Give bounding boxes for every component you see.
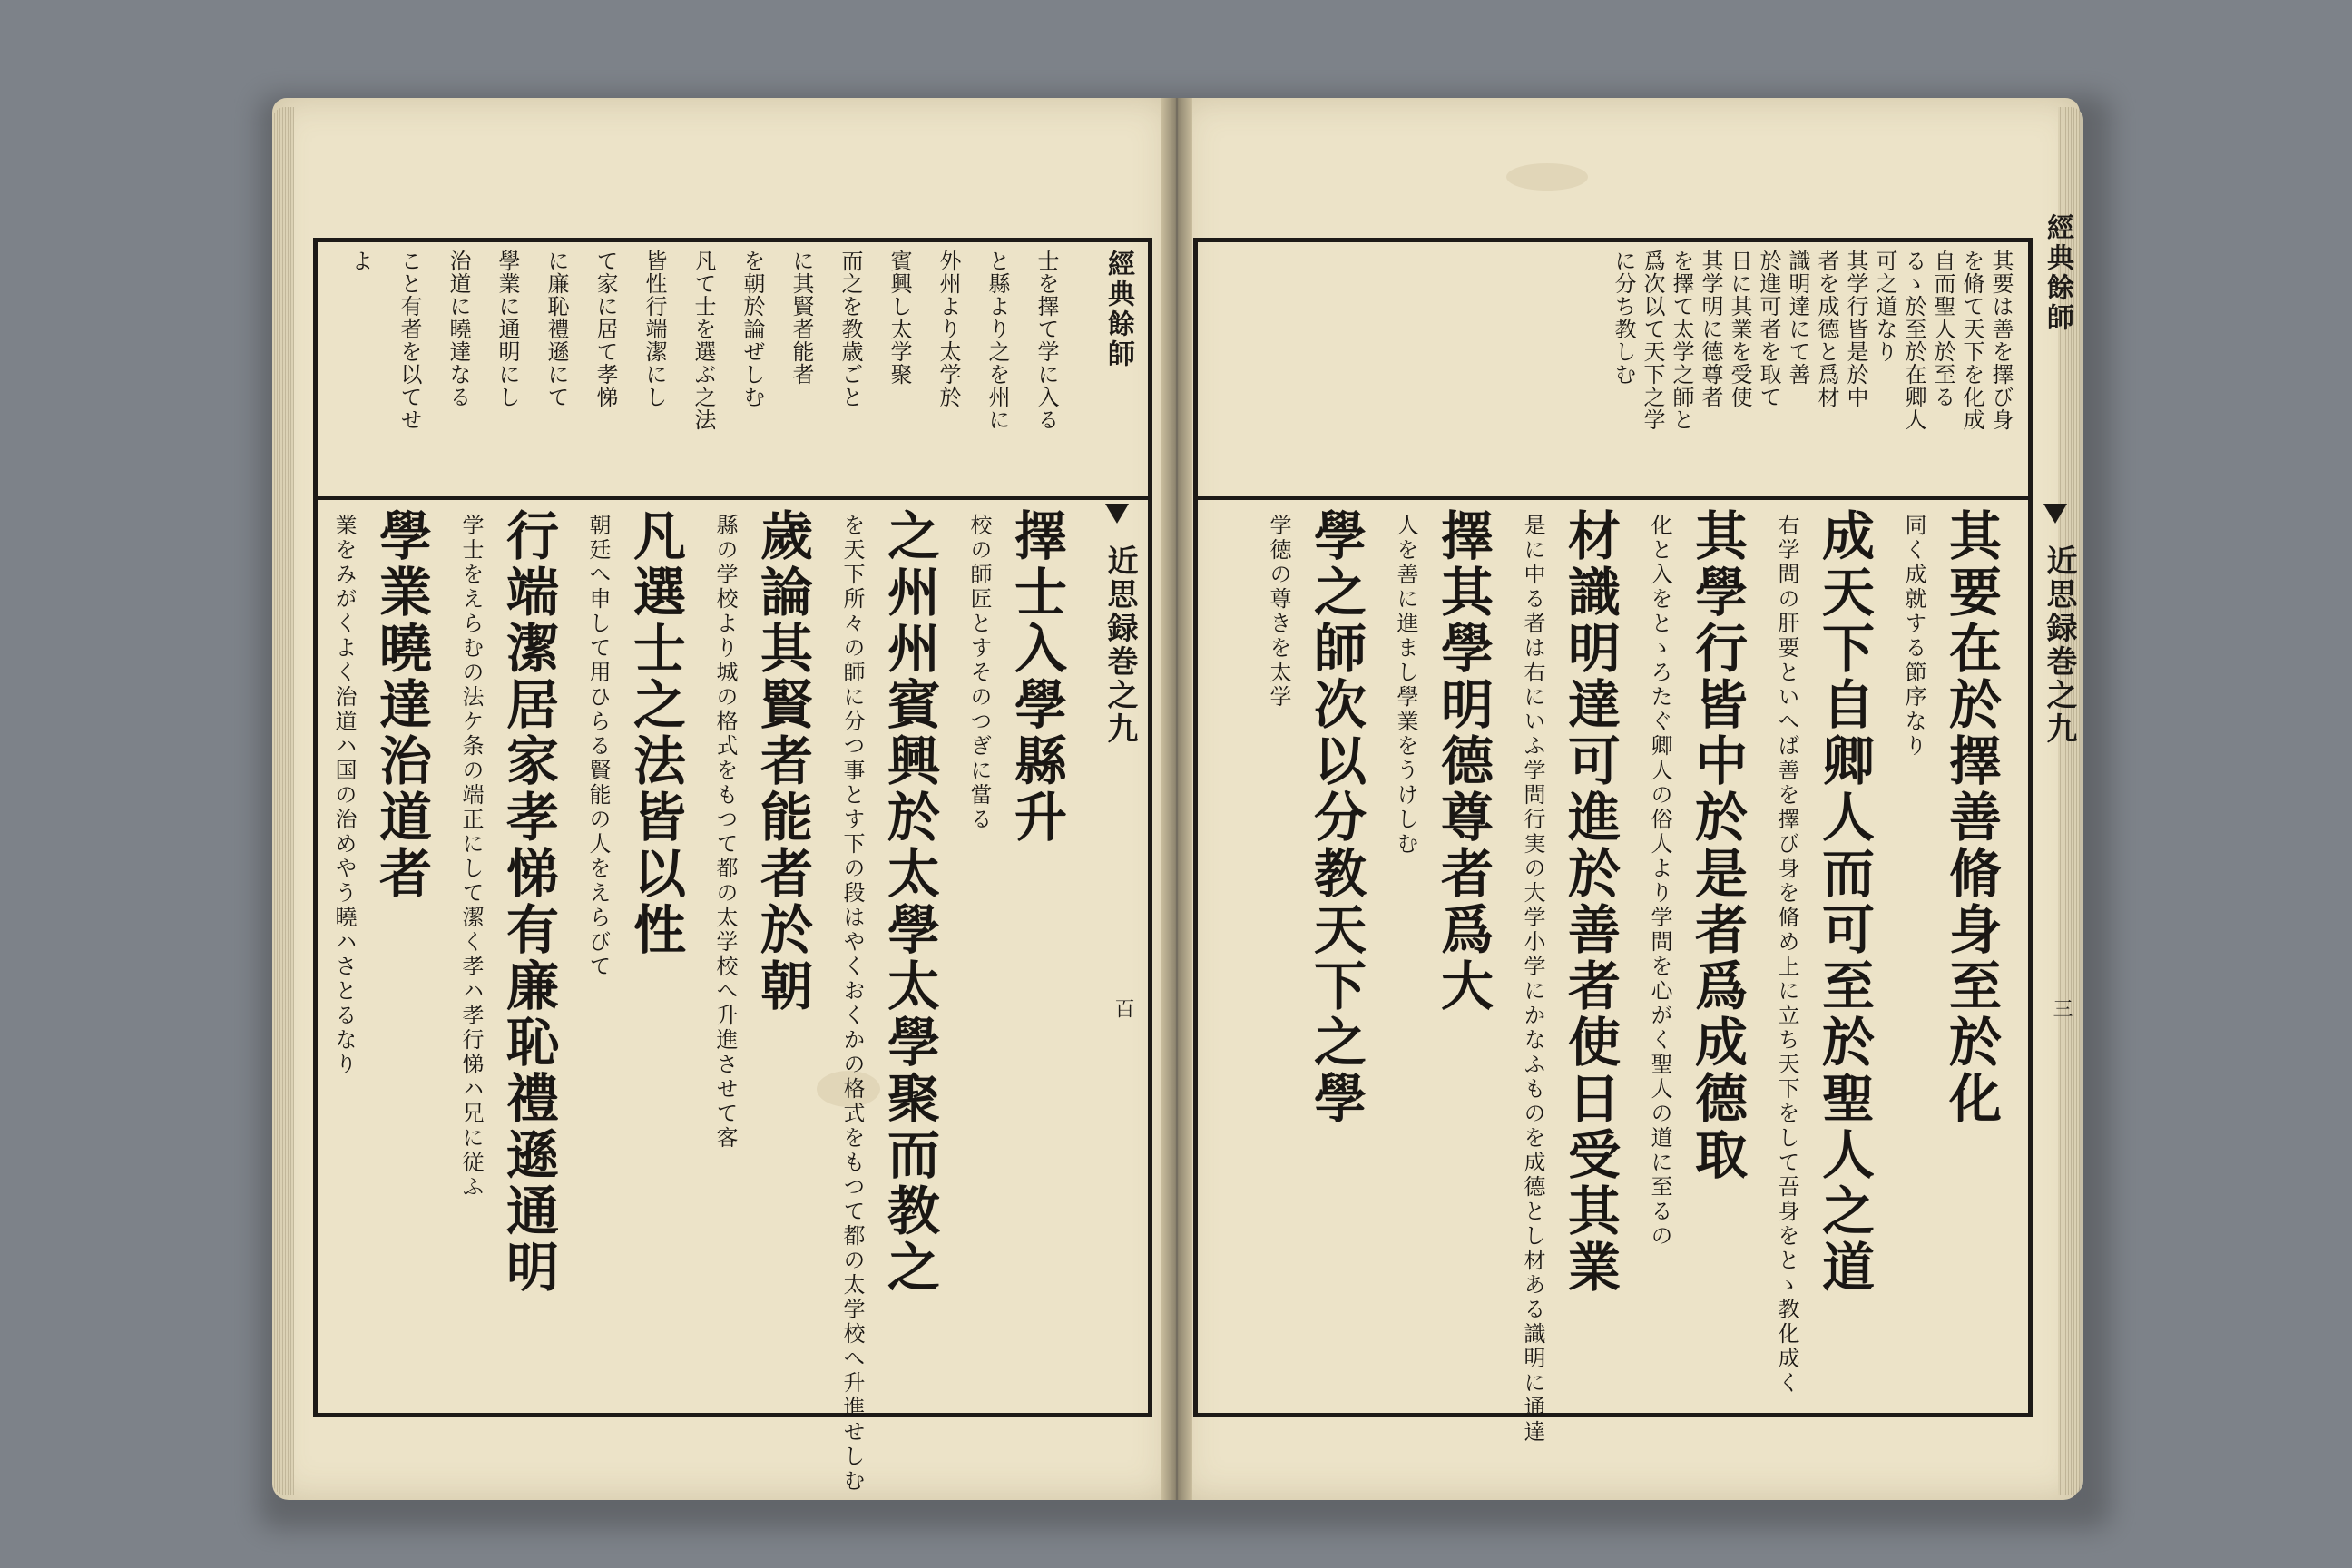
left-frame-divider — [318, 496, 1148, 500]
upper-note-column: 日に其業を受使 — [1727, 250, 1752, 408]
upper-note-column: 自而聖人於至る — [1930, 250, 1955, 408]
upper-note-column: こと有者を以てせ — [397, 250, 422, 431]
right-frame-divider — [1198, 496, 2028, 500]
upper-note-column: 而之を教歳ごと — [838, 250, 863, 408]
left-book-title: 近思録巻之九 — [1102, 544, 1138, 746]
upper-note-column: よ — [348, 250, 373, 272]
main-text-column: 擇其學明德尊者爲大 — [1432, 508, 1494, 1014]
main-text-column: 學業曉達治道者 — [370, 508, 432, 902]
upper-note-column: 賓興し太学聚 — [887, 250, 912, 386]
main-text-column: 之州州賓興於太學太學聚而教之 — [878, 508, 940, 1296]
upper-note-column: に廉恥禮遜にて — [544, 250, 569, 408]
upper-note-column: 爲次以て天下之学 — [1640, 250, 1665, 431]
upper-note-column: 可之道なり — [1872, 250, 1897, 363]
commentary-column: 縣の学校より城の格式をもつて都の太学校へ升進させて客 — [712, 514, 738, 1151]
main-text-column: 歲論其賢者能者於朝 — [751, 508, 813, 1014]
commentary-column: 学徳の尊きを太学 — [1266, 514, 1291, 710]
upper-note-column: を擇て太学之師と — [1669, 250, 1694, 431]
paper-stain — [1506, 163, 1588, 191]
upper-note-column: 外州より太学於 — [936, 250, 961, 408]
upper-note-column: 學業に通明にし — [495, 250, 520, 408]
upper-note-column: に其賢者能者 — [789, 250, 814, 386]
right-book-title: 近思録巻之九 — [2041, 544, 2077, 746]
upper-note-column: 識明達にて善 — [1785, 250, 1810, 386]
upper-note-column: 皆性行端潔にし — [642, 250, 667, 408]
main-text-column: 其要在於擇善脩身至於化 — [1940, 508, 2002, 1127]
upper-note-column: と縣より之を州に — [985, 250, 1010, 431]
book-gutter — [1161, 98, 1192, 1500]
left-page-edges — [272, 107, 294, 1495]
upper-note-column: 於進可者を取て — [1756, 250, 1781, 408]
upper-note-column: に分ち教しむ — [1611, 250, 1636, 386]
commentary-column: 同く成就する節序なり — [1901, 514, 1926, 759]
main-text-column: 成天下自卿人而可至於聖人之道 — [1813, 508, 1875, 1296]
upper-note-column: 其学明に德尊者 — [1698, 250, 1723, 408]
upper-note-column: を脩て天下を化成 — [1959, 250, 1984, 431]
main-text-column: 材識明達可進於善者使日受其業 — [1559, 508, 1621, 1296]
upper-note-column: 其要は善を擇び身 — [1988, 250, 2014, 431]
upper-note-column: 士を擇て学に入る — [1034, 250, 1059, 431]
commentary-column: 是に中る者は右にいふ学問行実の大学小学にかなふものを成德とし材ある識明に通達 — [1520, 514, 1545, 1445]
commentary-column: 業をみがくよく治道ハ国の治めやう曉ハさとるなり — [331, 514, 357, 1077]
main-text-column: 擇士入學縣升 — [1005, 508, 1067, 846]
upper-note-column: 其学行皆是於中 — [1843, 250, 1868, 408]
commentary-column: を天下所々の師に分つ事とす下の段はやくおくかの格式をもつて都の太学校へ升進せしむ — [839, 514, 865, 1494]
upper-note-column: 者を成德と爲材 — [1814, 250, 1839, 408]
upper-note-column: るゝ於至於在卿人 — [1901, 250, 1926, 431]
left-page-number: 百 — [1112, 998, 1134, 1018]
main-text-column: 其學行皆中於是者爲成德取 — [1686, 508, 1748, 1183]
right-page-number: 三 — [2050, 998, 2073, 1018]
commentary-column: 右学問の肝要といへば善を擇び身を脩め上に立ち天下をして吾身をとゝ教化成く — [1774, 514, 1799, 1396]
upper-note-column: 凡て士を選ぶ之法 — [691, 250, 716, 431]
main-text-column: 行端潔居家孝悌有廉恥禮遜通明 — [497, 508, 559, 1296]
upper-note-column: 治道に曉達なる — [446, 250, 471, 408]
commentary-column: 化と入をとゝろたぐ卿人の俗人より学問を心がく聖人の道に至るの — [1647, 514, 1672, 1249]
commentary-column: 学士をえらむの法ケ条の端正にして潔く孝ハ孝行悌ハ兄に従ふ — [458, 514, 484, 1200]
upper-note-column: を朝於論ぜしむ — [740, 250, 765, 408]
commentary-column: 朝廷へ申して用ひらる賢能の人をえらびて — [585, 514, 611, 979]
commentary-column: 人を善に進まし學業をうけしむ — [1393, 514, 1418, 857]
main-text-column: 學之師次以分教天下之學 — [1305, 508, 1367, 1127]
main-text-column: 凡選士之法皆以性 — [624, 508, 686, 958]
commentary-column: 校の師匠とすそのつぎに當る — [966, 514, 992, 832]
right-margin-title: 經典餘師 — [2042, 213, 2073, 333]
left-margin-title: 經典餘師 — [1102, 250, 1134, 369]
upper-note-column: て家に居て孝悌 — [593, 250, 618, 408]
